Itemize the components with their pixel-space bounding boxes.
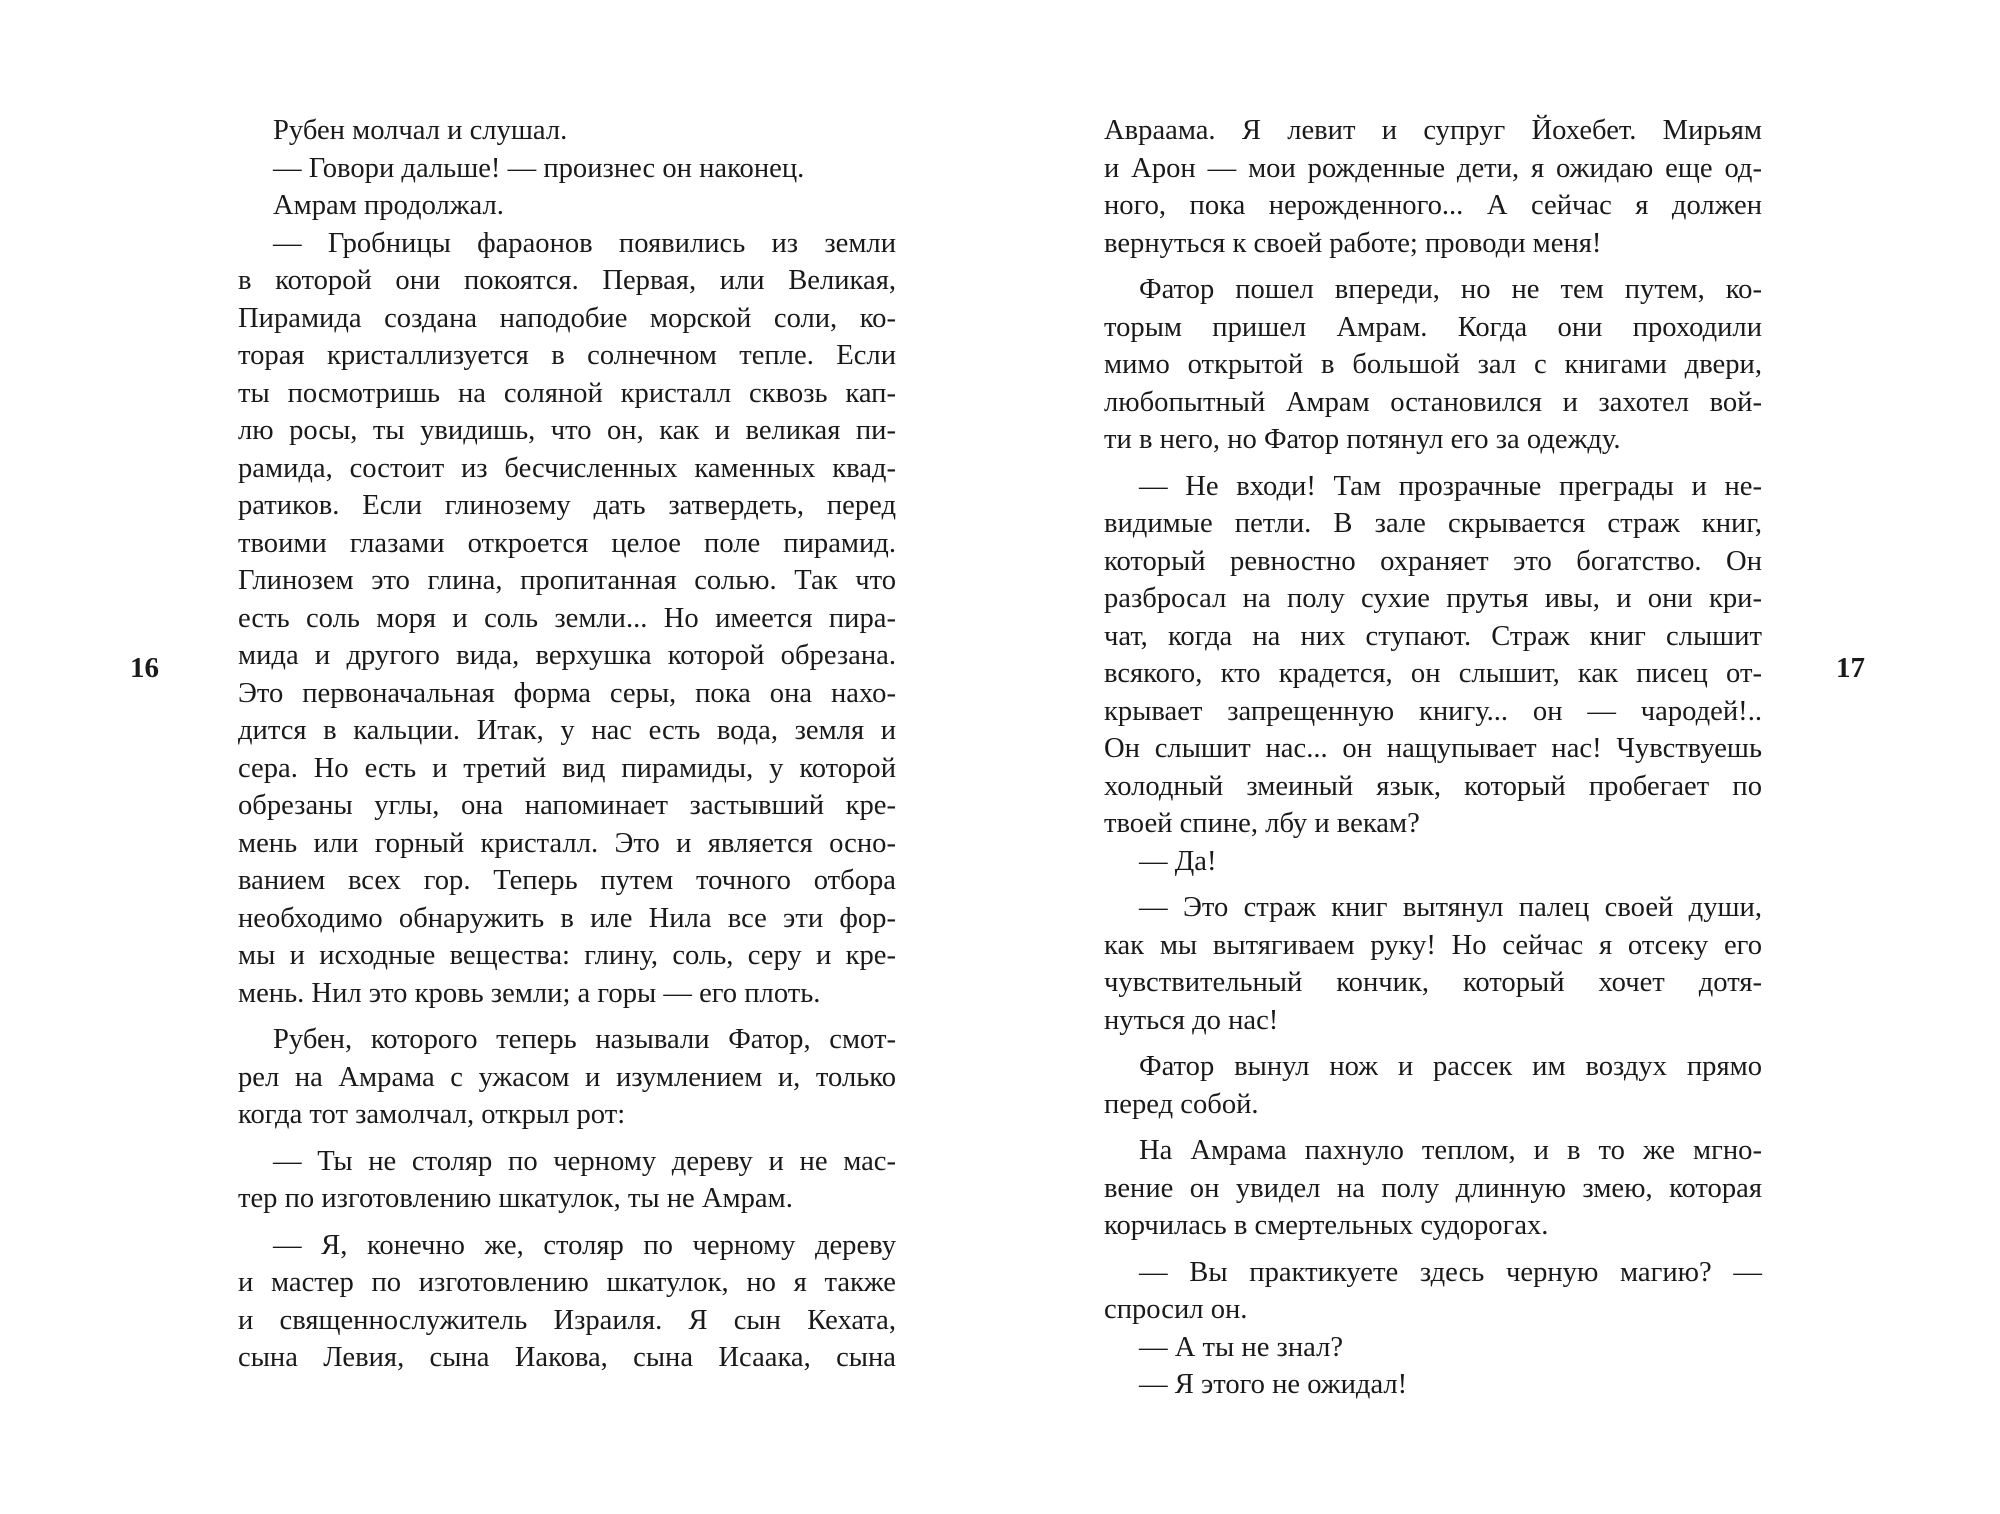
text-line: есть соль моря и соль земли... Но имеется пира- [238, 602, 896, 634]
text-line: мы и исходные вещества: глину, соль, серу и кре- [238, 940, 896, 971]
text-line: — Не входи! Там прозрачные преграды и не- [1139, 470, 1762, 502]
text-line: ного, пока нерожденного... А сейчас я должен [1104, 190, 1762, 221]
text-line: ти в него, но Фатор потянул его за одежду. [1104, 424, 1621, 455]
text-line: разбросал на полу сухие прутья ивы, и они кри- [1104, 583, 1762, 614]
text-line: Амрам продолжал. [273, 190, 504, 221]
text-line: всякого, кто крадется, он слышит, как писец от- [1104, 658, 1762, 689]
text-line: Авраама. Я левит и супруг Йохебет. Мирьям [1104, 115, 1762, 146]
text-line: чат, когда на них ступают. Страж книг слышит [1104, 620, 1762, 652]
text-line: — Я, конечно же, столяр по черному дереву [273, 1229, 896, 1261]
text-line: ванием всех гор. Теперь путем точного отбора [238, 865, 896, 896]
text-line: — Ты не столяр по черному дереву и не мас- [273, 1145, 896, 1177]
text-line: Он слышит нас... он нащупывает нас! Чувствуешь [1104, 733, 1762, 764]
text-line: вение он увидел на полу длинную змею, которая [1104, 1172, 1762, 1204]
text-line: Это первоначальная форма серы, пока она нахо- [238, 677, 896, 709]
text-line: дится в кальции. Итак, у нас есть вода, земля и [238, 715, 896, 746]
text-line: — Гробницы фараонов появились из земли [273, 227, 896, 259]
text-line: мида и другого вида, верхушка которой обрезана. [238, 640, 896, 671]
text-line: крывает запрещенную книгу... он — чародей!.. [1104, 695, 1762, 727]
text-line: и мастер по изготовлению шкатулок, но я также [238, 1267, 896, 1298]
text-line: рамида, состоит из бесчисленных каменных квад- [238, 452, 896, 484]
text-line: — Вы практикуете здесь черную магию? — [1139, 1256, 1762, 1288]
text-line: мимо открытой в большой зал с книгами двери, [1104, 349, 1762, 380]
right-page-number: 17 [1836, 652, 1865, 684]
text-line: Фатор вынул нож и рассек им воздух прямо [1139, 1051, 1762, 1082]
text-line: твоими глазами откроется целое поле пирамид. [238, 527, 896, 559]
text-line: нуться до нас! [1104, 1004, 1279, 1036]
text-line: Глинозем это глина, пропитанная солью. Так что [238, 565, 896, 596]
text-line: сера. Но есть и третий вид пирамиды, у которой [238, 752, 896, 784]
text-line: и Арон — мои рожденные дети, я ожидаю еще од- [1104, 152, 1762, 184]
text-line: спросил он. [1104, 1294, 1248, 1325]
text-line: видимые петли. В зале скрывается страж книг, [1104, 508, 1762, 539]
right-page-text [1104, 112, 1762, 1404]
left-page-number: 16 [130, 652, 159, 684]
text-line: холодный змеиный язык, который пробегает по [1104, 770, 1762, 802]
text-line: Фатор пошел впереди, но не тем путем, ко- [1139, 274, 1762, 305]
right-page [1000, 0, 2000, 1514]
text-line: — Я этого не ожидал! [1139, 1369, 1408, 1400]
text-line: сына Левия, сына Иакова, сына Исаака, сына [238, 1342, 896, 1373]
text-line: Рубен, которого теперь называли Фатор, смот- [273, 1024, 896, 1055]
text-line: торым пришел Амрам. Когда они проходили [1104, 311, 1762, 343]
text-line: торая кристаллизуется в солнечном тепле. Если [238, 340, 896, 371]
text-line: — Говори дальше! — произнес он наконец. [273, 152, 805, 184]
text-line: рел на Амрама с ужасом и изумлением и, только [238, 1061, 896, 1093]
text-line: Пирамида создана наподобие морской соли, ко- [238, 302, 896, 334]
text-line: — А ты не знал? [1139, 1331, 1344, 1363]
text-line: который ревностно охраняет это богатство. Он [1104, 545, 1762, 577]
text-line: — Это страж книг вытянул палец своей души, [1139, 892, 1762, 923]
text-line: корчилась в смертельных судорогах. [1104, 1210, 1549, 1241]
text-line: На Амрама пахнуло теплом, и в то же мгно- [1139, 1135, 1762, 1166]
text-line: любопытный Амрам остановился и захотел вой- [1104, 386, 1762, 418]
left-page-text [238, 112, 896, 1377]
text-line: ратиков. Если глинозему дать затвердеть, перед [238, 490, 896, 521]
text-line: перед собой. [1104, 1088, 1259, 1120]
text-line: и священнослужитель Израиля. Я сын Кехата, [238, 1304, 896, 1336]
text-line: мень. Нил это кровь земли; а горы — его плоть. [238, 977, 821, 1009]
text-line: Рубен молчал и слушал. [273, 115, 568, 146]
text-line: ты посмотришь на соляной кристалл сквозь кап- [238, 377, 896, 409]
text-line: лю росы, ты увидишь, что он, как и великая пи- [238, 415, 896, 446]
text-line: чувствительный кончик, который хочет дотя- [1104, 967, 1762, 998]
text-line: вернуться к своей работе; проводи меня! [1104, 227, 1602, 259]
text-line: мень или горный кристалл. Это и является осно- [238, 827, 896, 859]
text-line: как мы вытягиваем руку! Но сейчас я отсеку его [1104, 929, 1762, 961]
text-line: твоей спине, лбу и векам? [1104, 808, 1420, 839]
text-line: обрезаны углы, она напоминает застывший кре- [238, 790, 896, 821]
text-line: необходимо обнаружить в иле Нила все эти фор- [238, 902, 896, 934]
text-line: когда тот замолчал, открыл рот: [238, 1099, 626, 1130]
text-line: в которой они покоятся. Первая, или Великая, [238, 265, 896, 296]
text-line: — Да! [1139, 845, 1217, 877]
text-line: тер по изготовлению шкатулок, ты не Амрам. [238, 1183, 793, 1214]
